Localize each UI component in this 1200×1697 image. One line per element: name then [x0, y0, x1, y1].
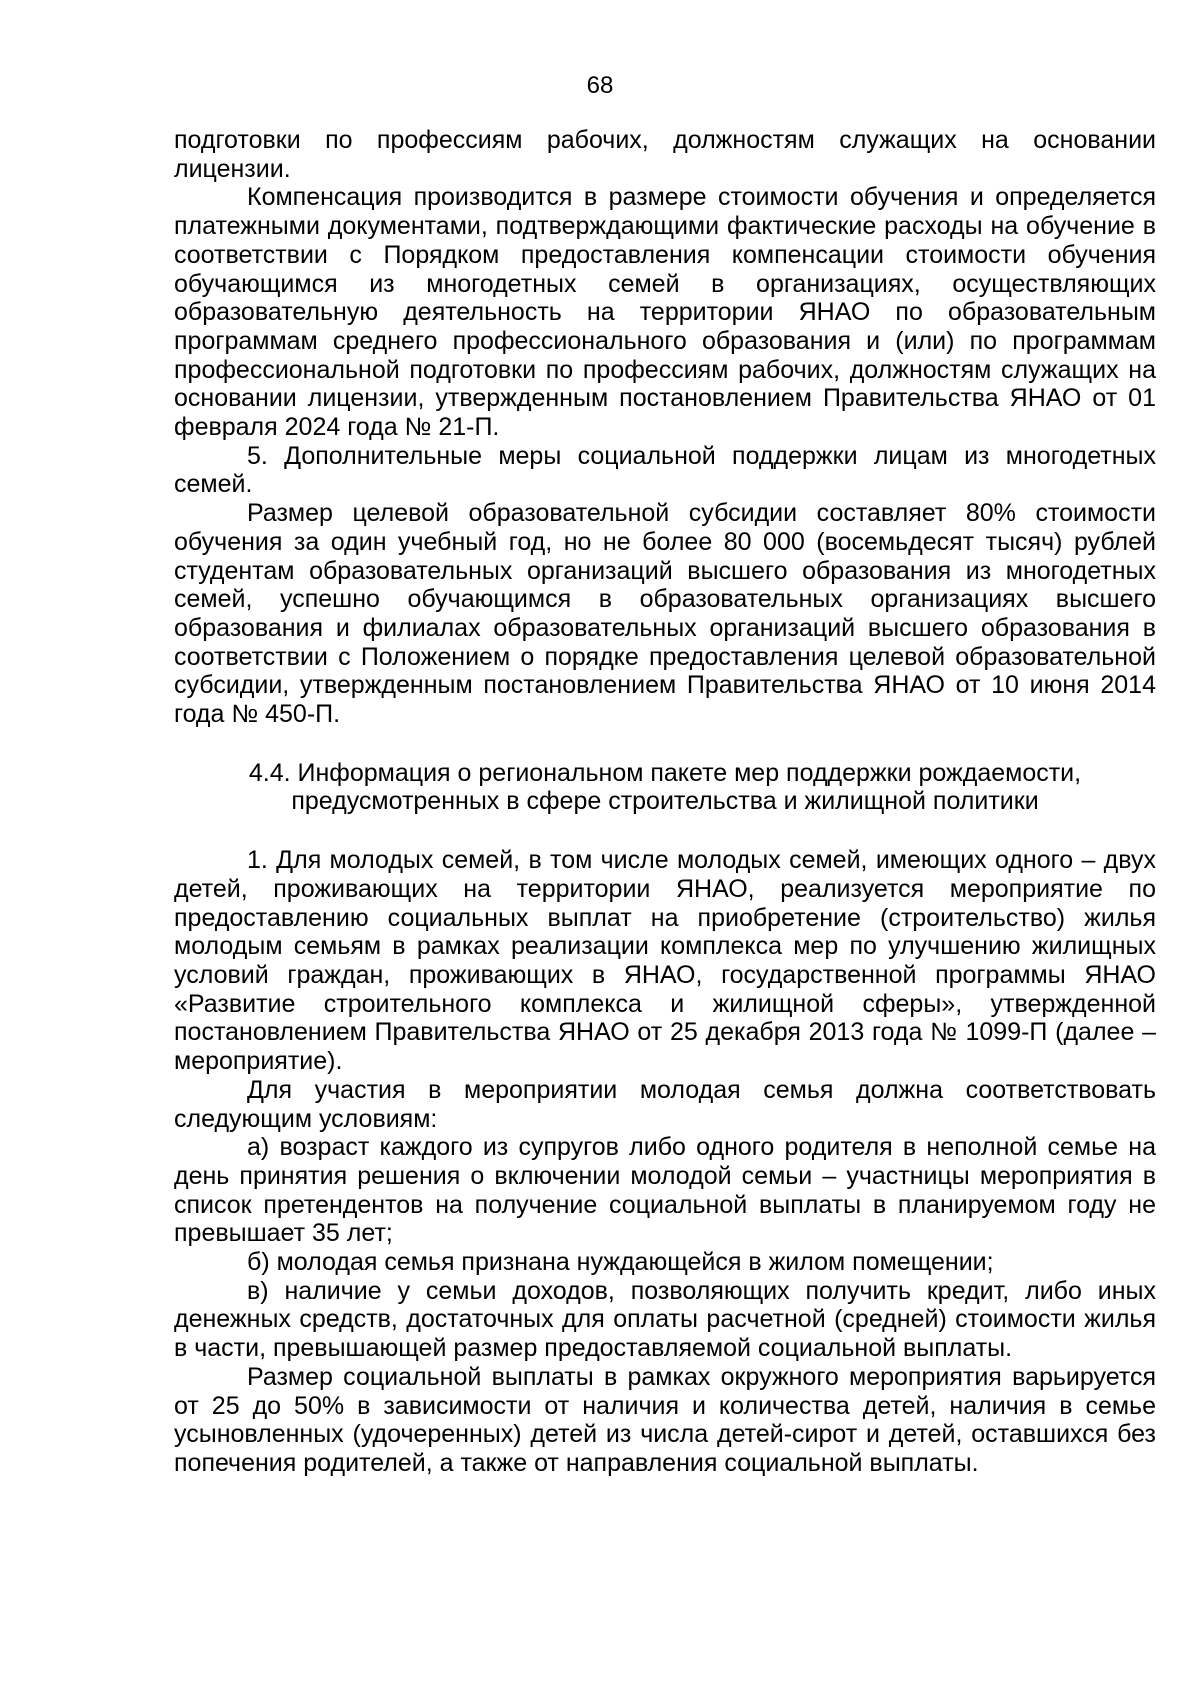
paragraph-condition-a: а) возраст каждого из супругов либо одного родителя в неполной семье на день принятия решения о включении молодой семьи – участницы мероприятия в список претендентов на получение социальной выплаты в планируемом году не превышает 35 лет;: [174, 1133, 1156, 1248]
paragraph-continuation: подготовки по профессиям рабочих, должностям служащих на основании лицензии.: [174, 126, 1156, 183]
page-number: 68: [586, 72, 614, 99]
paragraph-subsidy: Размер целевой образовательной субсидии составляет 80% стоимости обучения за один учебный год, но не более 80 000 (восемьдесят тысяч) рублей студентам образовательных организаций высшего образования из многодетных семей, успешно обучающимся в образовательных организациях высшего образования и филиалах образовательных организаций высшего образования в соответствии с Положением о порядке предоставления целевой образовательной субсидии, утвержденным постановлением Правительства ЯНАО от 10 июня 2014 года № 450-П.: [174, 499, 1156, 729]
paragraph-compensation: Компенсация производится в размере стоимости обучения и определяется платежными документами, подтверждающими фактические расходы на обучение в соответствии с Порядком предоставления компенсации стоимости обучения обучающимся из многодетных семей в организациях, осуществляющих образовательную деятельность на территории ЯНАО по образовательным программам среднего профессионального образования и (или) по программам профессиональной подготовки по профессиям рабочих, должностям служащих на основании лицензии, утвержденным постановлением Правительства ЯНАО от 01 февраля 2024 года № 21-П.: [174, 183, 1156, 442]
paragraph-payment-size: Размер социальной выплаты в рамках окружного мероприятия варьируется от 25 до 50% в зависимости от наличия и количества детей, наличия в семье усыновленных (удочеренных) детей из числа детей-сирот и детей, оставшихся без попечения родителей, а также от направления социальной выплаты.: [174, 1362, 1156, 1477]
paragraph-conditions: Для участия в мероприятии молодая семья должна соответствовать следующим условиям:: [174, 1075, 1156, 1133]
section-heading: 4.4. Информация о региональном пакете мер поддержки рождаемости, предусмотренных в сфере строительства и жилищной политики: [248, 758, 1082, 816]
paragraph-item-5: 5. Дополнительные меры социальной поддержки лицам из многодетных семей.: [174, 441, 1156, 499]
paragraph-condition-b: б) молодая семья признана нуждающейся в жилом помещении;: [247, 1248, 994, 1277]
paragraph-item-1: 1. Для молодых семей, в том числе молодых семей, имеющих одного – двух детей, проживающих на территории ЯНАО, реализуется мероприятие по предоставлению социальных выплат на приобретение (строительство) жилья молодым семьям в рамках реализации комплекса мер по улучшению жилищных условий граждан, проживающих в ЯНАО, государственной программы ЯНАО «Развитие строительного комплекса и жилищной сферы», утвержденной постановлением Правительства ЯНАО от 25 декабря 2013 года № 1099-П (далее – мероприятие).: [174, 846, 1156, 1076]
document-body: [174, 126, 1156, 1478]
paragraph-condition-c: в) наличие у семьи доходов, позволяющих получить кредит, либо иных денежных средств, достаточных для оплаты расчетной (средней) стоимости жилья в части, превышающей размер предоставляемой социальной выплаты.: [174, 1276, 1156, 1363]
